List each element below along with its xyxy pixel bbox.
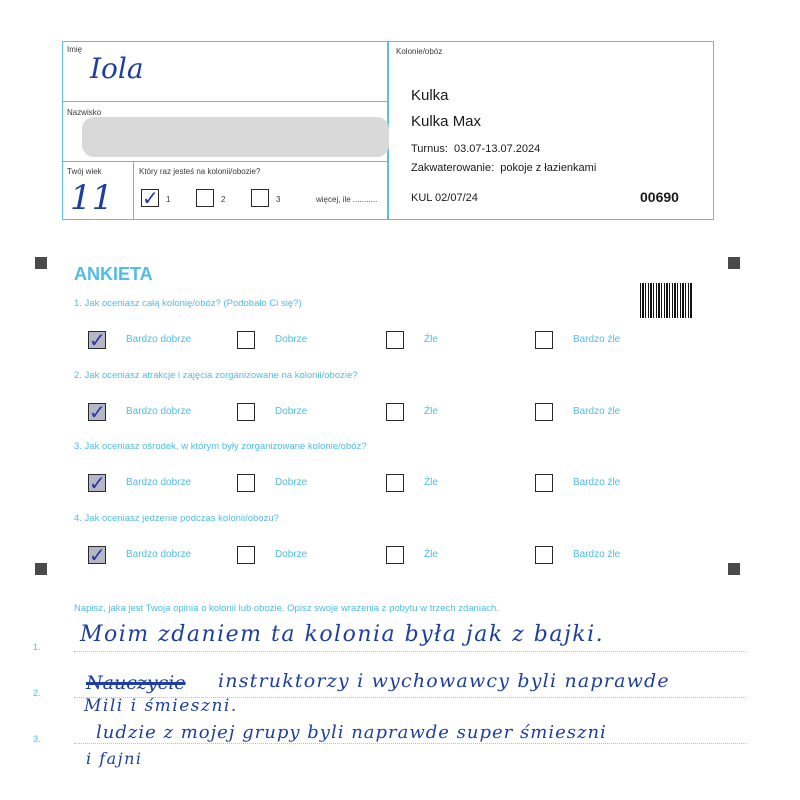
batch-code: KUL 02/07/24 bbox=[411, 192, 478, 204]
rating-checkbox[interactable] bbox=[535, 403, 553, 421]
rating-checkbox[interactable] bbox=[386, 331, 404, 349]
rating-option-label: Bardzo dobrze bbox=[126, 549, 192, 560]
rating-option-label: Źle bbox=[424, 406, 438, 417]
rating-option-label: Dobrze bbox=[275, 406, 308, 417]
kolonia-name: Kulka bbox=[411, 87, 449, 104]
rating-option-label: Źle bbox=[424, 549, 438, 560]
registration-marker bbox=[728, 257, 740, 269]
rating-checkbox[interactable] bbox=[386, 546, 404, 564]
registration-marker bbox=[35, 257, 47, 269]
visit-count-label-3: 3 bbox=[276, 195, 281, 204]
wiek-value: 11 bbox=[70, 178, 114, 218]
visit-count-checkbox-3[interactable] bbox=[251, 189, 269, 207]
question-text: 1. Jak oceniasz całą kolonię/obóz? (Podobało Ci się?) bbox=[74, 298, 302, 309]
turnus-value: 03.07-13.07.2024 bbox=[454, 143, 541, 155]
imie-label: Imię bbox=[67, 45, 83, 54]
zakw-row bbox=[411, 162, 596, 174]
rating-option-label: Dobrze bbox=[275, 549, 308, 560]
line-number-2: 2. bbox=[33, 688, 41, 698]
rating-option-label: Źle bbox=[424, 334, 438, 345]
visit-count-checkbox-2[interactable] bbox=[196, 189, 214, 207]
checkmark-icon: ✓ bbox=[89, 471, 106, 495]
imie-value: Iola bbox=[90, 52, 144, 85]
turnus-row bbox=[411, 143, 540, 155]
rating-checkbox[interactable] bbox=[535, 474, 553, 492]
answer-2-crossed: Nauczycie bbox=[86, 672, 186, 694]
rating-option-label: Źle bbox=[424, 477, 438, 488]
rating-checkbox[interactable] bbox=[386, 403, 404, 421]
registration-marker bbox=[35, 563, 47, 575]
line-number-1: 1. bbox=[33, 642, 41, 652]
rating-checkbox[interactable] bbox=[237, 474, 255, 492]
rating-checkbox[interactable] bbox=[237, 403, 255, 421]
nazwisko-label: Nazwisko bbox=[67, 108, 102, 117]
checkmark-icon: ✓ bbox=[89, 543, 106, 567]
checkmark-icon: ✓ bbox=[89, 400, 106, 424]
visit-count-more: więcej, ile ........... bbox=[316, 195, 378, 204]
question-text: 3. Jak oceniasz ośrodek, w którym były zorganizowane kolonie/obóz? bbox=[74, 441, 367, 452]
opinion-prompt: Napisz, jaka jest Twoja opinia o kolonii lub obozie. Opisz swoje wrażenia z pobytu w trzech zdaniach. bbox=[74, 603, 499, 614]
rating-option-label: Bardzo źle bbox=[573, 477, 621, 488]
divider bbox=[62, 161, 388, 162]
rating-option-label: Dobrze bbox=[275, 334, 308, 345]
ktory-raz-label: Który raz jesteś na kolonii/obozie? bbox=[139, 167, 261, 176]
zakw-value: pokoje z łazienkami bbox=[500, 162, 597, 174]
answer-line bbox=[74, 743, 746, 744]
barcode bbox=[640, 283, 692, 318]
rating-option-label: Bardzo źle bbox=[573, 406, 621, 417]
rating-option-label: Bardzo dobrze bbox=[126, 334, 192, 345]
rating-option-label: Bardzo dobrze bbox=[126, 477, 192, 488]
divider bbox=[133, 161, 134, 220]
question-text: 4. Jak oceniasz jedzenie podczas kolonii/obozu? bbox=[74, 513, 279, 524]
visit-count-label-1: 1 bbox=[166, 195, 171, 204]
rating-checkbox[interactable] bbox=[535, 546, 553, 564]
answer-2: instruktorzy i wychowawcy byli naprawde bbox=[218, 670, 670, 692]
checkmark-icon: ✓ bbox=[89, 328, 106, 352]
registration-marker bbox=[728, 563, 740, 575]
answer-3: ludzie z mojej grupy byli naprawde super śmieszni bbox=[96, 722, 607, 743]
rating-option-label: Dobrze bbox=[275, 477, 308, 488]
answer-line bbox=[74, 651, 746, 652]
answer-1: Moim zdaniem ta kolonia była jak z bajki. bbox=[80, 622, 605, 647]
rating-checkbox[interactable] bbox=[237, 546, 255, 564]
divider bbox=[62, 101, 388, 102]
rating-checkbox[interactable] bbox=[535, 331, 553, 349]
kolonie-label: Kolonie/obóz bbox=[396, 47, 443, 56]
wiek-label: Twój wiek bbox=[67, 167, 102, 176]
rating-checkbox[interactable] bbox=[237, 331, 255, 349]
zakw-label: Zakwaterowanie: bbox=[411, 162, 495, 174]
survey-title: ANKIETA bbox=[74, 264, 153, 284]
turnus-label: Turnus: bbox=[411, 143, 448, 155]
question-text: 2. Jak oceniasz atrakcje i zajęcia zorganizowane na kolonii/obozie? bbox=[74, 370, 358, 381]
line-number-3: 3. bbox=[33, 734, 41, 744]
rating-option-label: Bardzo dobrze bbox=[126, 406, 192, 417]
form-number: 00690 bbox=[640, 189, 679, 205]
checkmark-icon: ✓ bbox=[142, 186, 159, 210]
kolonia-subname: Kulka Max bbox=[411, 113, 482, 130]
answer-2-continued: Mili i śmieszni. bbox=[84, 696, 238, 716]
visit-count-label-2: 2 bbox=[221, 195, 226, 204]
rating-checkbox[interactable] bbox=[386, 474, 404, 492]
rating-option-label: Bardzo źle bbox=[573, 334, 621, 345]
rating-option-label: Bardzo źle bbox=[573, 549, 621, 560]
answer-3-continued: i fajni bbox=[86, 749, 143, 768]
redacted-surname bbox=[82, 117, 389, 157]
